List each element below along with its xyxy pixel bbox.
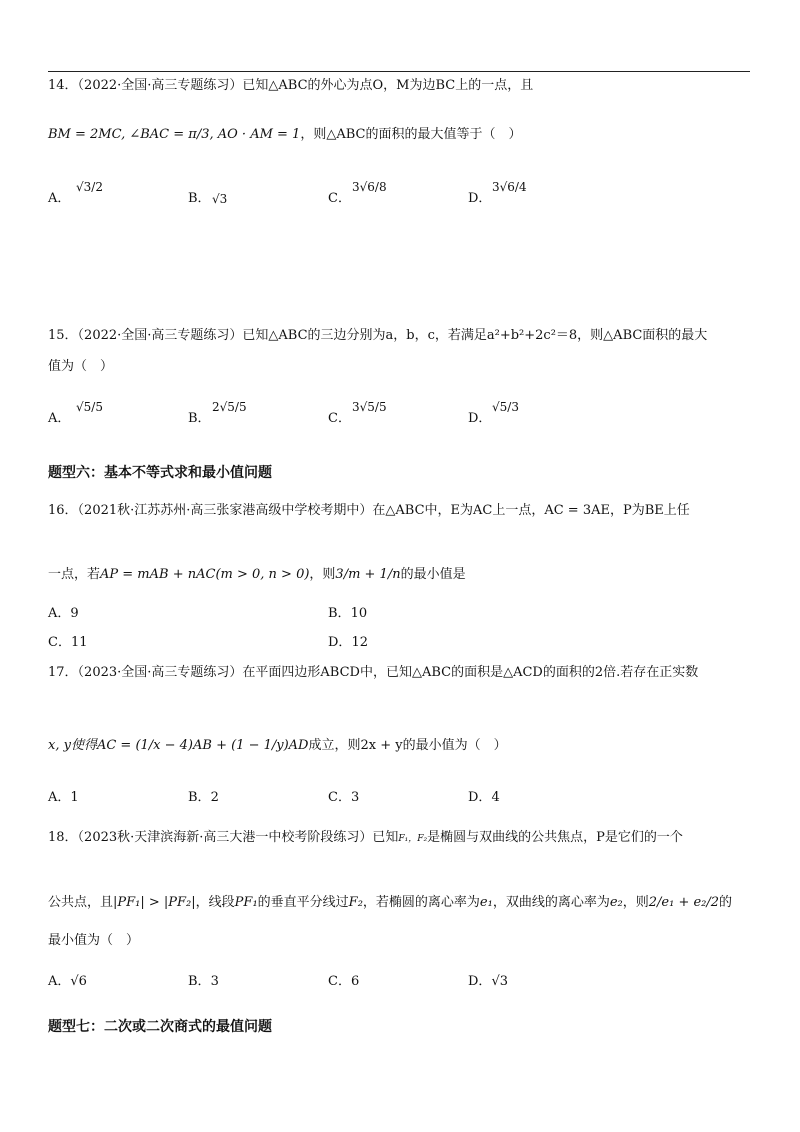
q18-line2-d: ，若椭圆的离心率为 [362,895,480,910]
q18-line2-c: 的垂直平分线过 [257,895,349,910]
q17-line1: 17．（2023·全国·高三专题练习）在平面四边形ABCD中，已知△ABC的面积是△ACD的面积的2倍.若存在正实数 [48,665,699,680]
section-title-6: 题型六：基本不等式求和最小值问题 [48,465,272,481]
q18-inequality: |PF₁| > |PF₂| [113,895,196,910]
q14-option-c-value: 3√6/8 [352,180,387,194]
q14-option-a-value: √3/2 [76,180,103,194]
q15-option-c-value: 3√5/5 [352,400,387,414]
q16-option-a: A．9 [48,606,79,621]
q18-option-b: B．3 [188,974,219,989]
q17-option-b: B．2 [188,790,219,805]
q15-option-a-letter: A． [48,411,71,426]
q14-option-b-letter: B． [188,191,211,206]
header-rule [48,71,750,72]
q16-line1: 16．（2021秋·江苏苏州·高三张家港高级中学校考期中）在△ABC中，E为AC上一点，AC = 3AE，P为BE上任 [48,503,690,518]
q16-option-b: B．10 [328,606,368,621]
q18-e2: e₂ [609,895,623,910]
q17-vector-equation: AC = (1/x − 4)AB + (1 − 1/y)AD [96,738,309,753]
q18-foci: F₁，F₂ [398,834,428,844]
q18-line2-a: 公共点，且 [48,895,114,910]
q17-line2-suffix: 成立，则2x + y的最小值为（ ） [308,738,507,753]
q14-option-c-letter: C． [328,191,351,206]
q16-line2 [48,566,466,584]
q16-option-c: C．11 [48,635,88,650]
q18-line2-g: 的 [719,895,733,910]
q15-option-a-value: √5/5 [76,400,103,414]
q16-line2-prefix: 一点，若 [48,567,101,582]
q18-option-a: A．√6 [48,974,87,989]
q17-line2-prefix: x, y使得 [48,738,97,753]
q18-line2-f: ，则 [622,895,649,910]
q16-option-d: D．12 [328,635,368,650]
q16-target-expression: 3/m + 1/n [335,567,401,582]
q15-option-c-letter: C． [328,411,351,426]
q15-line1: 15．（2022·全国·高三专题练习）已知△ABC的三边分别为a，b，c，若满足a²+b²+2c²＝8，则△ABC面积的最大 [48,328,708,343]
q18-line2-e: ，双曲线的离心率为 [492,895,610,910]
q14-line1: 14．（2022·全国·高三专题练习）已知△ABC的外心为点O，M为边BC上的一点，且 [48,78,534,93]
q14-option-d-value: 3√6/4 [492,180,527,194]
q14-condition-math: BM = 2MC, ∠BAC = π/3, AO · AM = 1 [48,127,301,142]
q14-option-b-value: √3 [212,192,228,206]
q18-line3: 最小值为（ ） [48,933,140,948]
q14-line2 [48,126,521,144]
q17-option-a: A．1 [48,790,79,805]
q15-option-d-letter: D． [468,411,492,426]
section-title-7: 题型七：二次或二次商式的最值问题 [48,1019,272,1035]
q16-line2-then: ，则 [309,567,336,582]
q15-line2: 值为（ ） [48,359,114,374]
q18-line1-prefix: 18．（2023秋·天津滨海新·高三大港一中校考阶段练习）已知 [48,830,399,845]
q18-e1: e₁ [479,895,493,910]
q18-line1-suffix: 是椭圆与双曲线的公共焦点，P是它们的一个 [427,830,683,845]
q18-target-expression: 2/e₁ + e₂/2 [648,895,720,910]
q16-vector-equation: AP = mAB + nAC(m > 0, n > 0) [100,567,310,582]
q14-question-text: ，则△ABC的面积的最大值等于（ ） [300,127,522,142]
q18-line2-b: ，线段 [195,895,235,910]
q14-option-a-letter: A． [48,191,71,206]
q17-option-d: D．4 [468,790,500,805]
q15-option-d-value: √5/3 [492,400,519,414]
q18-segment-pf1: PF₁ [234,895,258,910]
q15-option-b-letter: B． [188,411,211,426]
q17-option-c: C．3 [328,790,360,805]
q14-option-d-letter: D． [468,191,492,206]
q15-option-b-value: 2√5/5 [212,400,247,414]
q18-line1 [48,829,683,848]
q18-option-c: C．6 [328,974,360,989]
q18-option-d: D．√3 [468,974,508,989]
q18-line2 [48,894,732,912]
q18-f2: F₂ [348,895,363,910]
q17-line2 [48,737,507,755]
q16-line2-suffix: 的最小值是 [400,567,466,582]
